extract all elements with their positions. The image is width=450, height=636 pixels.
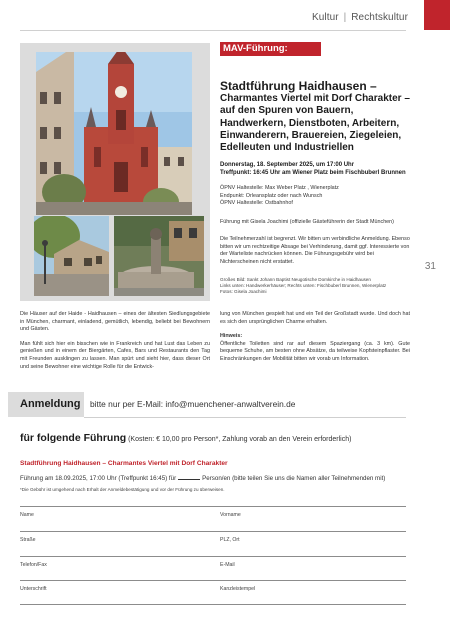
unterschrift-field-label: Unterschrift (20, 586, 47, 592)
craftsmen-houses-photo (34, 216, 109, 296)
fountain-photo (114, 216, 204, 296)
payment-footnote: *Die Gebühr ist umgehend nach Erhalt der Anmeldebestätigung und vor der Führung zu überweisen. (20, 487, 225, 492)
form-rule-5 (20, 604, 406, 605)
registration-label-box (8, 392, 84, 417)
body-left-column (20, 311, 210, 378)
form-rule-2 (20, 531, 406, 532)
registration-rule (84, 417, 406, 418)
tour-cost-detail: (Kosten: € 10,00 pro Person*, Zahlung vorab an den Verein erforderlich) (126, 436, 352, 443)
credit-line-3: Fotos: Gisela Joachimi (220, 289, 267, 295)
body-left-paragraph-2: Man fühlt sich hier ein bisschen wie in Frankreich und hat Lust das Leben zu genießen und in einem der Biergärten, Cafes, Bars und Restaurants den Tag mit Freunden ausklingen zu lassen. Man spürt und sieht hier, dass dieser Ort und seine Bewohner eine wichtige Rolle für die Entwick- (20, 340, 210, 370)
body-right-column (220, 311, 410, 371)
event-date-block (220, 161, 410, 177)
tour-line-end: Person/en (bitte teilen Sie uns die Namen aller Teilnehmenden mit) (202, 475, 386, 482)
kanzleistempel-field-label: Kanzleistempel (220, 586, 256, 592)
section-header (312, 12, 408, 23)
telefon-field-label: Telefon/Fax (20, 562, 47, 568)
hinweis-text: Öffentliche Toiletten sind rar auf diesem Spaziergang (ca. 3 km). Gute bequeme Schuhe, am besten ohne Absätze, da teilweise Kopfsteinpflaster. Bei Einschränkungen der Mobilität bitten wir vorab um Information. (220, 340, 410, 362)
church-photo (36, 52, 192, 215)
photo-credits (220, 277, 410, 296)
credit-line-2: Links unten: Handwerkerhäuser; Rechts unten: Fischbuberl Brunnen, Wienerplatz (220, 283, 387, 289)
tour-participants-line (20, 475, 385, 482)
page-number: 31 (424, 261, 436, 272)
section-right: Rechtskultur (351, 12, 408, 23)
mav-tag-label: MAV-Führung: (223, 43, 288, 54)
credit-line-1: Großes Bild: Sankt Johann Baptist Neugotische Domkirche in Haidhausen (220, 277, 371, 282)
body-left-paragraph-1: Die Häuser auf der Haide - Haidhausen – eines der ältesten Siedlungsgebiete in München, charmant, einladend, gemütlich, lebendig, beliebt bei Bewohnern und Gästen. (20, 311, 210, 333)
event-title: Stadtführung Haidhausen – (220, 79, 377, 93)
event-date: Donnerstag, 18. September 2025, um 17:00 Uhr (220, 162, 355, 168)
transit-line-3: ÖPNV Haltestelle: Ostbahnhof (220, 200, 293, 206)
tour-cost-line (20, 432, 415, 444)
form-rule-3 (20, 556, 406, 557)
participants-count-field[interactable] (178, 475, 200, 480)
hinweis-label: Hinweis: (220, 333, 243, 340)
mav-tag (220, 42, 321, 56)
registration-label: Anmeldung (20, 398, 81, 410)
section-left: Kultur (312, 12, 339, 23)
strasse-field-label: Straße (20, 537, 36, 543)
registration-email-text: bitte nur per E-Mail: info@muenchener-anwaltverein.de (90, 399, 296, 409)
body-right-paragraph-1: lung von München gespielt hat und ein Teil der Großstadt wurde. Und doch hat es sich den ursprünglichen Charme erhalten. (220, 311, 410, 325)
transit-info (220, 185, 410, 208)
tour-title-red: Stadtführung Haidhausen – Charmantes Viertel mit Dorf Charakter (20, 460, 228, 467)
tour-cost-heading: für folgende Führung (20, 432, 127, 444)
participant-limit-info: Die Teilnehmerzahl ist begrenzt. Wir bitten um verbindliche Anmeldung. Ebenso bitten wir um rechtzeitige Absage bei Verhinderung, damit ggf. Interessierte von der Warteliste nachrücken können. Die Führungsgebühr wird bei Nichterscheinen nicht erstattet. (220, 236, 410, 265)
name-field-label: Name (20, 512, 34, 518)
event-meeting-point: Treffpunkt: 16:45 Uhr am Wiener Platz beim Fischbuberl Brunnen (220, 170, 406, 176)
plz-ort-field-label: PLZ, Ort (220, 537, 240, 543)
email-field-label: E-Mail (220, 562, 235, 568)
event-subtitle: Charmantes Viertel mit Dorf Charakter – auf den Spuren von Bauern, Handwerkern, Dienstboten, Arbeitern, Einwanderern, Brauereien, Ziegeleien, Edelleuten und Industriellen (220, 93, 410, 154)
header-rule (20, 30, 406, 31)
section-separator: | (343, 12, 347, 23)
guide-info: Führung mit Gisela Joachimi (offizielle Gästeführerin der Stadt München) (220, 219, 394, 225)
vorname-field-label: Vorname (220, 512, 241, 518)
form-rule-1 (20, 506, 406, 507)
tour-line-start: Führung am 18.09.2025, 17:00 Uhr (Treffpunkt 16:45) für (20, 475, 177, 482)
corner-tab (424, 0, 450, 30)
transit-line-1: ÖPNV Haltestelle: Max Weber Platz , Wienerplatz (220, 185, 339, 191)
form-rule-4 (20, 580, 406, 581)
transit-line-2: Endpunkt: Orleansplatz oder nach Wunsch (220, 192, 323, 199)
